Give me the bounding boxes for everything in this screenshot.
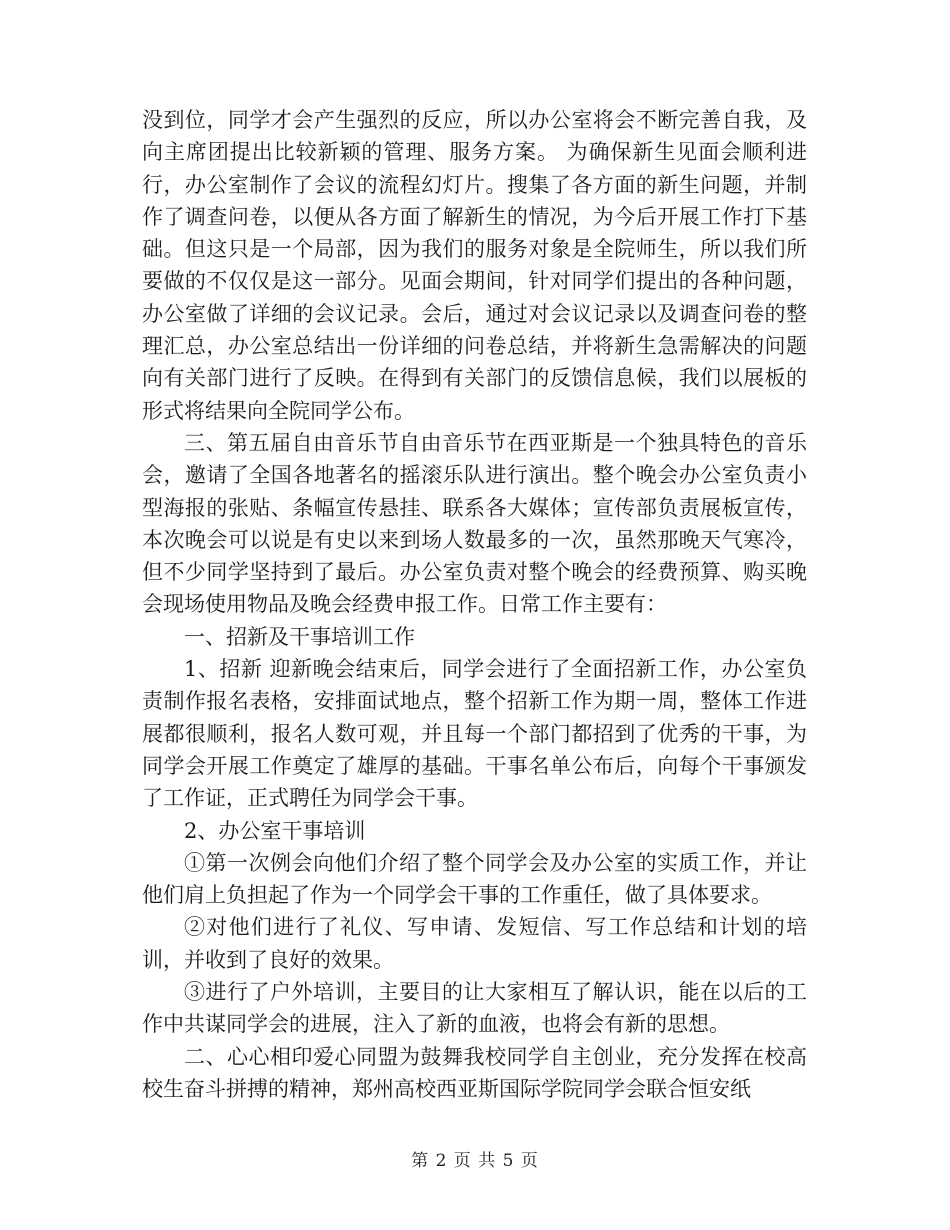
document-body xyxy=(142,104,807,1105)
subheading-training: 2、办公室干事培训 xyxy=(184,818,366,843)
training-item-2: ②对他们进行了礼仪、写申请、发短信、写工作总结和计划的培训，并收到了良好的效果。 xyxy=(142,915,807,972)
paragraph-2: 三、第五届自由音乐节自由音乐节在西亚斯是一个独具特色的音乐会，邀请了全国各地著名的摇滚乐队进行演出。整个晚会办公室负责小型海报的张贴、条幅宣传悬挂、联系各大媒体；宣传部负责展板宣传，本次晚会可以说是有史以来到场人数最多的一次，虽然那晚天气寒冷，但不少同学坚持到了最后。办公室负责对整个晚会的经费预算、购买晚会现场使用物品及晚会经费申报工作。日常工作主要有： xyxy=(142,430,807,617)
paragraph-recruitment: 1、招新 迎新晚会结束后，同学会进行了全面招新工作，办公室负责制作报名表格，安排面试地点，整个招新工作为期一周，整体工作进展都很顺利，报名人数可观，并且每一个部门都招到了优秀的干事，为同学会开展工作奠定了雄厚的基础。干事名单公布后，向每个干事颁发了工作证，正式聘任为同学会干事。 xyxy=(142,657,807,811)
paragraph-love-alliance: 二、心心相印爱心同盟为鼓舞我校同学自主创业，充分发挥在校高校生奋斗拼搏的精神，郑州高校西亚斯国际学院同学会联合恒安纸 xyxy=(142,1044,807,1101)
section-heading-recruitment: 一、招新及干事培训工作 xyxy=(184,624,415,649)
training-item-1: ①第一次例会向他们介绍了整个同学会及办公室的实质工作，并让他们肩上负担起了作为一个同学会干事的工作重任，做了具体要求。 xyxy=(142,850,807,908)
paragraph-1: 没到位，同学才会产生强烈的反应，所以办公室将会不断完善自我，及向主席团提出比较新颖的管理、服务方案。 为确保新生见面会顺利进行，办公室制作了会议的流程幻灯片。搜集了各方面的新生问题，并制作了调查问卷，以便从各方面了解新生的情况，为今后开展工作打下基础。但这只是一个局部，因为我们的服务对象是全院师生，所以我们所要做的不仅仅是这一部分。见面会期间，针对同学们提出的各种问题，办公室做了详细的会议记录。会后，通过对会议记录以及调查问卷的整理汇总，办公室总结出一份详细的问卷总结，并将新生急需解决的问题向有关部门进行了反映。在得到有关部门的反馈信息候，我们以展板的形式将结果向全院同学公布。 xyxy=(142,108,807,423)
page-number-footer: 第 2 页 共 5 页 xyxy=(411,1151,539,1171)
training-item-3: ③进行了户外培训，主要目的让大家相互了解认识，能在以后的工作中共谋同学会的进展，注入了新的血液，也将会有新的思想。 xyxy=(142,980,807,1037)
